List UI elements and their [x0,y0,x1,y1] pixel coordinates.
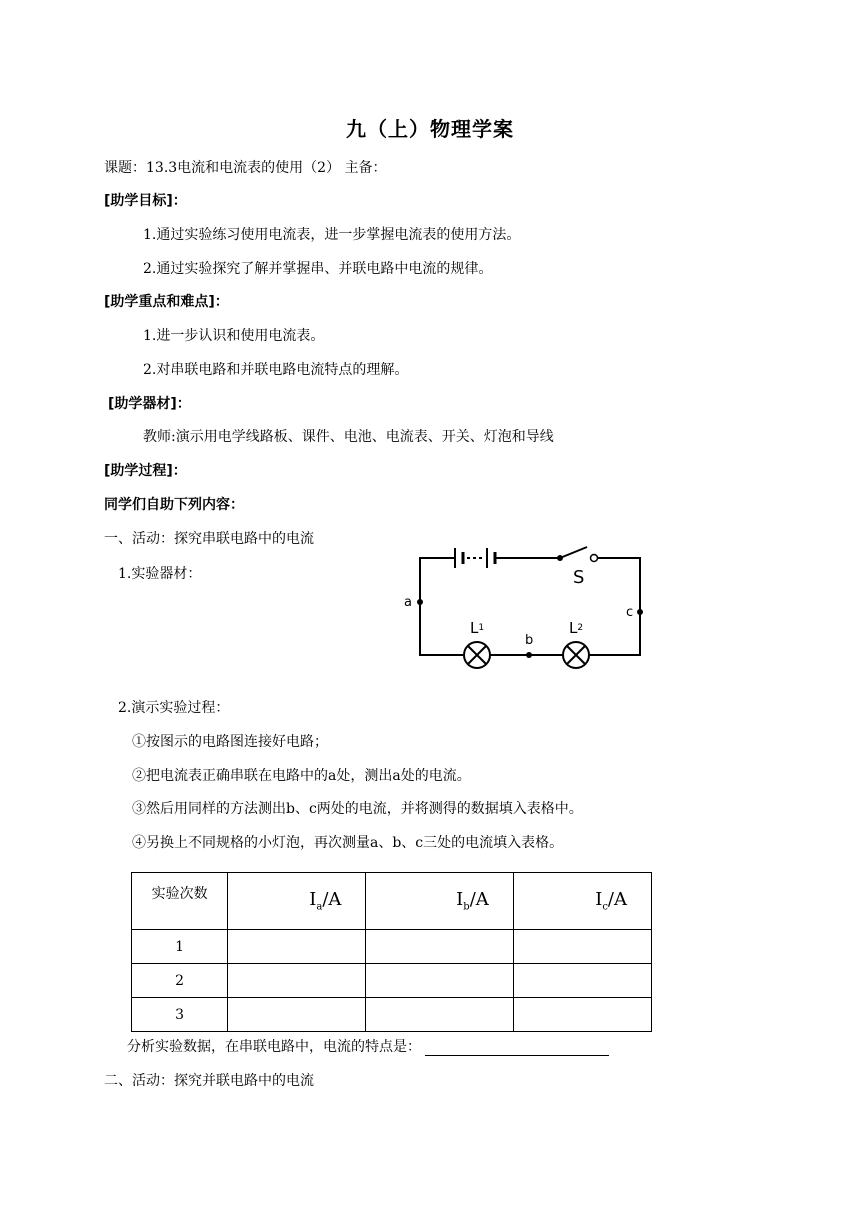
switch-label-s: S [573,567,585,588]
key-points-heading: [助学重点和难点]： [104,294,229,310]
analysis-text: 分析实验数据，在串联电路中，电流的特点是： [127,1039,421,1055]
lamp-label-l1: $L^1$ [470,619,485,637]
header-current-a: $I_a/A$ [228,873,366,930]
equipment-heading: [助学器材]： [108,396,191,412]
series-circuit-diagram [395,538,655,673]
activity1-step2: 2.演示实验过程： [118,700,230,716]
equipment-text: 教师:演示用电学线路板、课件、电池、电流表、开关、灯泡和导线 [143,429,554,445]
answer-blank [425,1041,609,1056]
cell-ia [228,998,366,1032]
activity2-title: 二、活动：探究并联电路中的电流 [104,1073,314,1089]
substep-4: ④另换上不同规格的小灯泡，再次测量a、b、c三处的电流填入表格。 [132,835,564,851]
lamp-label-l2: $L^2$ [569,619,584,637]
cell-ic [513,998,651,1032]
goal-item-1: 1.通过实验练习使用电流表，进一步掌握电流表的使用方法。 [143,227,521,243]
activity1-title: 一、活动：探究串联电路中的电流 [104,531,314,547]
goal-item-2: 2.通过实验探究了解并掌握串、并联电路中电流的规律。 [143,261,493,277]
table-row [132,930,652,964]
cell-ic [513,930,651,964]
table-row [132,998,652,1032]
header-current-c: $I_c/A$ [513,873,651,930]
cell-ib [366,964,513,998]
substep-2: ②把电流表正确串联在电路中的a处，测出a处的电流。 [132,768,471,784]
process-intro: 同学们自助下列内容： [104,497,244,513]
header-trial-count: 实验次数 [132,873,228,930]
topic-line: 课题：13.3电流和电流表的使用（2） 主备： [104,160,387,176]
key-point-item-2: 2.对串联电路和并联电路电流特点的理解。 [143,362,409,378]
cell-ib [366,998,513,1032]
trial-number: 3 [132,998,228,1032]
cell-ia [228,964,366,998]
node-label-b: b [525,633,534,648]
node-label-a: a [404,595,412,610]
table-row [132,964,652,998]
table-header-row [132,873,652,930]
cell-ic [513,964,651,998]
node-label-c: c [626,605,634,620]
header-current-b: $I_b/A$ [366,873,513,930]
measurement-table [131,872,652,1032]
key-point-item-1: 1.进一步认识和使用电流表。 [143,328,325,344]
goals-heading: [助学目标]： [104,193,187,209]
cell-ib [366,930,513,964]
process-heading: [助学过程]： [104,463,187,479]
substep-1: ①按图示的电路图连接好电路； [132,734,328,750]
substep-3: ③然后用同样的方法测出b、c两处的电流，并将测得的数据填入表格中。 [132,801,583,817]
trial-number: 2 [132,964,228,998]
trial-number: 1 [132,930,228,964]
activity1-step1: 1.实验器材： [118,566,202,582]
analysis-line [127,1036,609,1056]
cell-ia [228,930,366,964]
page-title: 九（上）物理学案 [346,117,514,141]
